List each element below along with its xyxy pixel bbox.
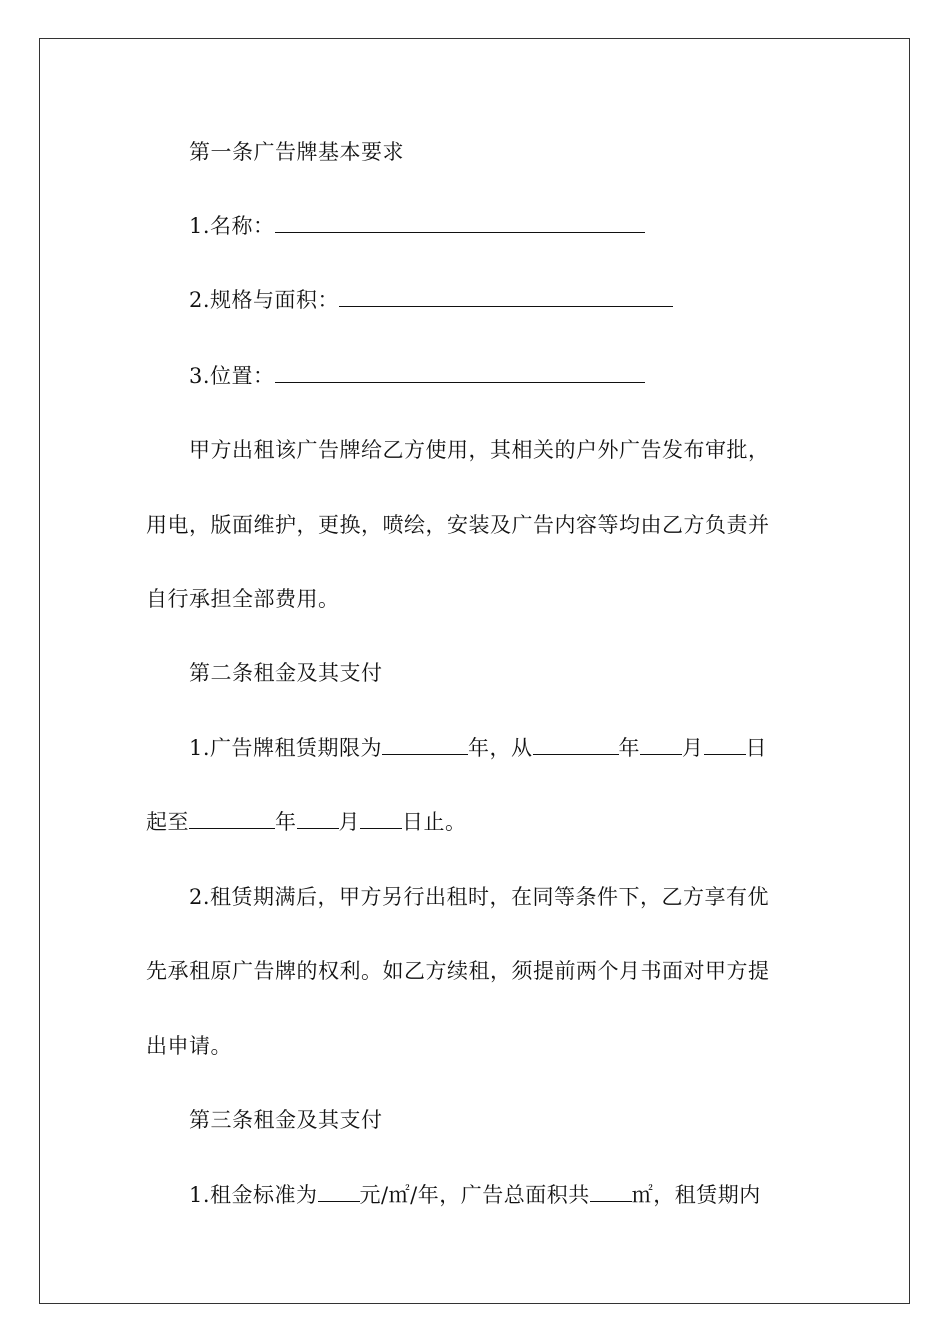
text-span: 年 xyxy=(275,810,297,834)
text-span: 月 xyxy=(682,736,704,760)
text-span: 年 xyxy=(618,736,641,760)
end-month-blank xyxy=(297,808,339,829)
text-span: 起至 xyxy=(146,810,189,834)
years-blank xyxy=(382,734,468,755)
text-span: 1.租金标准为 xyxy=(189,1183,318,1207)
text-span: 月 xyxy=(338,810,360,834)
article-2-title: 第二条租金及其支付 xyxy=(189,661,383,685)
article-1-title: 第一条广告牌基本要求 xyxy=(189,140,404,164)
spec-area-label: 2.规格与面积： xyxy=(189,288,340,312)
lease-term-line-2 xyxy=(146,807,467,837)
name-field-row xyxy=(189,211,645,241)
paragraph-line: 自行承担全部费用。 xyxy=(146,587,340,611)
name-blank xyxy=(275,212,645,233)
rent-rate-blank xyxy=(318,1181,360,1202)
text-span: 年，从 xyxy=(468,736,533,760)
rent-standard-line xyxy=(189,1180,761,1210)
location-field-row xyxy=(189,361,645,391)
article-3-title: 第三条租金及其支付 xyxy=(189,1108,383,1132)
paragraph-line: 先承租原广告牌的权利。如乙方续租，须提前两个月书面对甲方提 xyxy=(146,959,770,983)
start-day-blank xyxy=(704,734,746,755)
text-span: ㎡，租赁期内 xyxy=(631,1183,761,1207)
paragraph-line: 出申请。 xyxy=(146,1034,232,1058)
text-span: 1.广告牌租赁期限为 xyxy=(189,736,383,760)
paragraph-line: 甲方出租该广告牌给乙方使用，其相关的户外广告发布审批， xyxy=(189,438,770,462)
paragraph-line: 2.租赁期满后，甲方另行出租时，在同等条件下，乙方享有优 xyxy=(189,885,770,909)
spec-area-blank xyxy=(339,286,673,307)
end-year-blank xyxy=(189,808,275,829)
text-span: 日 xyxy=(745,736,768,760)
start-year-blank xyxy=(533,734,619,755)
end-day-blank xyxy=(360,808,402,829)
name-label: 1.名称： xyxy=(189,214,275,238)
paragraph-line: 用电，版面维护，更换，喷绘，安装及广告内容等均由乙方负责并 xyxy=(146,513,770,537)
text-span: 日止。 xyxy=(402,810,467,834)
spec-area-field-row xyxy=(189,285,673,315)
text-span: 元/㎡/年，广告总面积共 xyxy=(359,1183,590,1207)
lease-term-line-1 xyxy=(189,733,767,763)
start-month-blank xyxy=(640,734,682,755)
location-label: 3.位置： xyxy=(189,364,275,388)
location-blank xyxy=(275,362,645,383)
total-area-blank xyxy=(590,1181,632,1202)
